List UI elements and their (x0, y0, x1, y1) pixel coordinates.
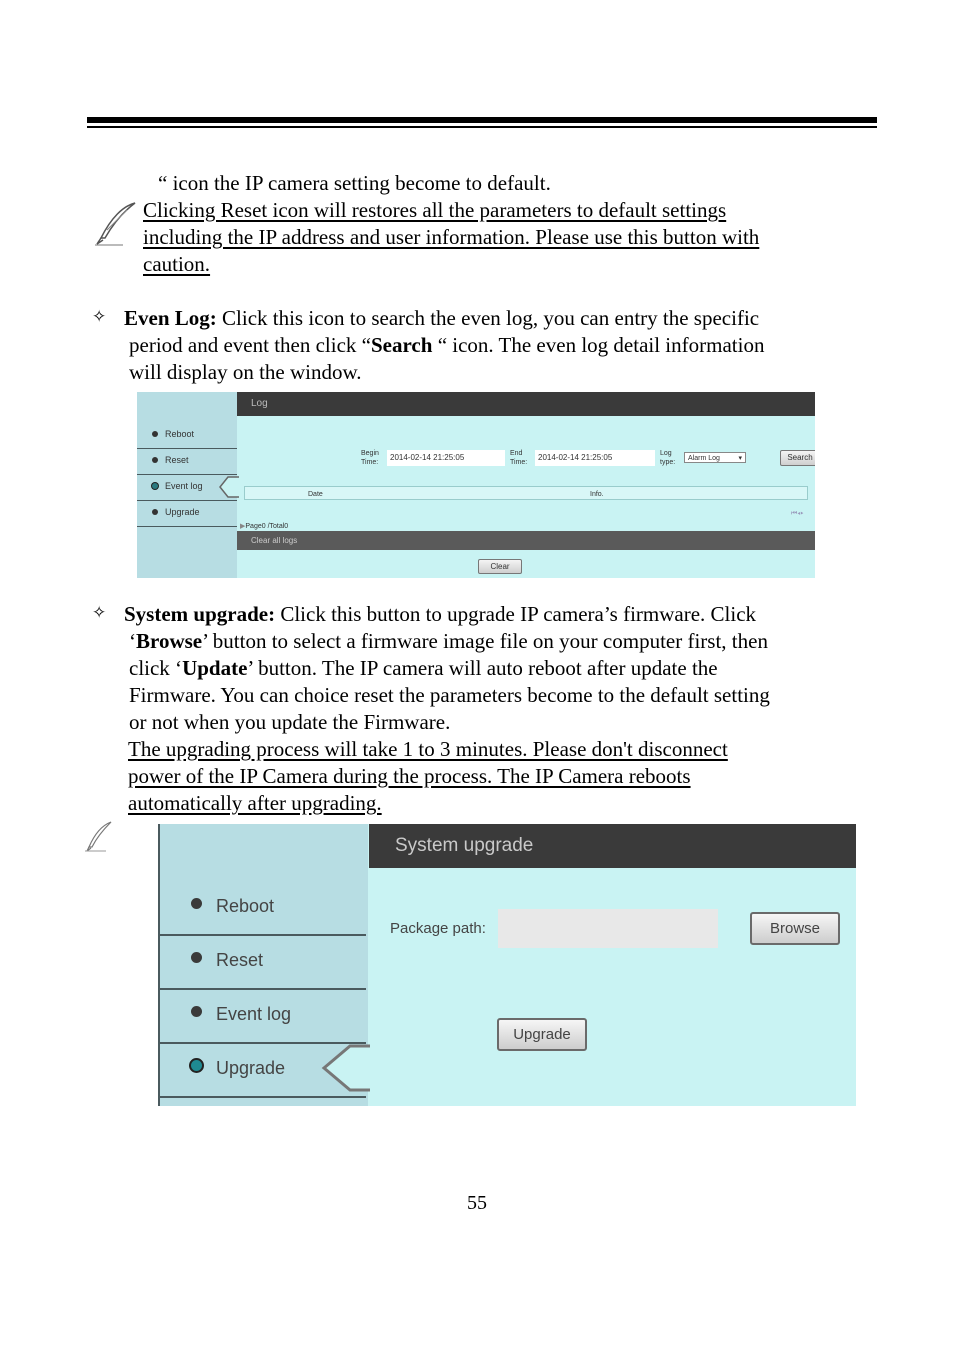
upgrade-header: System upgrade (369, 824, 856, 868)
log-menu-label: Upgrade (165, 507, 200, 517)
intro-line: “ icon the IP camera setting become to default. (158, 171, 551, 195)
bullet-icon (191, 952, 202, 963)
upgrade-menu-reset[interactable] (158, 936, 366, 990)
search-button[interactable]: Search (780, 450, 815, 466)
begin-time-input[interactable]: 2014-02-14 21:25:05 (387, 450, 505, 466)
upgrade-button[interactable]: Upgrade (497, 1018, 587, 1051)
end-time-label: End Time: (510, 450, 528, 466)
pen-note-icon (84, 820, 114, 854)
package-path-label: Package path: (390, 920, 486, 937)
begin-time-label: Begin Time: (361, 450, 379, 466)
even-log-line-3: will display on the window. (129, 360, 362, 384)
even-log-text-2a: period and event then click “ (129, 333, 371, 357)
upgrade-line-5: or not when you update the Firmware. (129, 710, 451, 734)
system-upgrade-title: System upgrade: (124, 602, 276, 626)
clear-all-logs-bar: Clear all logs (237, 531, 815, 550)
pager-first-icon[interactable]: ⏮◂▸ (791, 510, 804, 517)
diamond-bullet-icon: ✧ (92, 603, 107, 623)
browse-button[interactable]: Browse (750, 912, 840, 945)
bullet-icon (152, 509, 158, 515)
even-log-text-2b: “ icon. The even log detail information (432, 333, 765, 357)
even-log-line-2 (129, 332, 764, 359)
active-arrow-icon (219, 476, 239, 498)
col-date: Date (308, 491, 323, 498)
page-number: 55 (467, 1192, 487, 1214)
diamond-bullet-icon: ✧ (92, 307, 107, 327)
active-bullet-icon (152, 483, 158, 489)
log-menu-label: Reset (165, 455, 189, 465)
active-bullet-icon (191, 1060, 202, 1071)
log-menu-reset[interactable] (137, 449, 237, 475)
pen-note-icon (93, 200, 139, 248)
search-word: Search (370, 333, 433, 357)
upgrade-line-3: click ‘Update’ button. The IP camera will auto reboot after update the (129, 656, 718, 680)
end-time-input[interactable]: 2014-02-14 21:25:05 (535, 450, 655, 466)
upgrade-screenshot (158, 824, 856, 1106)
log-table-header (244, 486, 808, 500)
log-menu-label: Reboot (165, 429, 195, 439)
reset-note-line-1: Clicking Reset icon will restores all the parameters to default settings (143, 198, 727, 222)
clear-button[interactable]: Clear (478, 559, 522, 574)
header-rule-thick (87, 117, 877, 123)
upgrade-note-line-3: automatically after upgrading. (128, 791, 382, 815)
bullet-icon (152, 457, 158, 463)
log-menu-label: Event log (165, 481, 203, 491)
bullet-icon (191, 898, 202, 909)
upgrade-menu-event-log[interactable] (158, 990, 366, 1044)
upgrade-menu-label: Event log (216, 1004, 292, 1024)
page-arrow-icon: ▶ (240, 523, 246, 530)
bullet-icon (152, 431, 158, 437)
even-log-text-1: Click this icon to search the even log, you can entry the specific (216, 306, 760, 330)
chevron-down-icon: ▾ (738, 455, 742, 462)
upgrade-text-1: Click this button to upgrade IP camera’s firmware. Click (275, 602, 757, 626)
browse-word: Browse (136, 629, 203, 653)
upgrade-menu-label: Upgrade (216, 1058, 286, 1078)
log-menu-upgrade[interactable] (137, 501, 237, 527)
even-log-line-1 (124, 305, 759, 332)
header-rule-thin (87, 126, 877, 128)
upgrade-menu-reboot[interactable] (158, 882, 366, 936)
upgrade-line-1 (124, 601, 756, 628)
upgrade-note-line-1: The upgrading process will take 1 to 3 minutes. Please don't disconnect (128, 737, 728, 761)
upgrade-note-line-2: power of the IP Camera during the process. The IP Camera reboots (128, 764, 691, 788)
upgrade-menu-label: Reboot (216, 896, 275, 916)
upgrade-line-2: ‘Browse’ button to select a firmware image file on your computer first, then (129, 629, 768, 653)
upgrade-line-4: Firmware. You can choice reset the parameters become to the default setting (129, 683, 770, 707)
bullet-icon (191, 1006, 202, 1017)
even-log-title: Even Log: (124, 306, 217, 330)
reset-note-line-3: caution. (143, 252, 211, 276)
page-info: ▶Page0 /Total0 (240, 523, 289, 530)
update-word: Update (182, 656, 248, 680)
log-type-value: Alarm Log (688, 455, 720, 462)
reset-note-line-2: including the IP address and user information. Please use this button with (143, 225, 760, 249)
log-header: Log (237, 392, 815, 416)
log-screenshot (137, 392, 815, 578)
log-menu-reboot[interactable] (137, 423, 237, 449)
active-arrow-icon (320, 1044, 370, 1092)
log-type-label: Log type: (660, 450, 676, 466)
upgrade-menu-label: Reset (216, 950, 264, 970)
package-path-input[interactable] (498, 909, 718, 948)
col-info: Info. (590, 491, 604, 498)
log-type-select[interactable] (684, 452, 746, 463)
